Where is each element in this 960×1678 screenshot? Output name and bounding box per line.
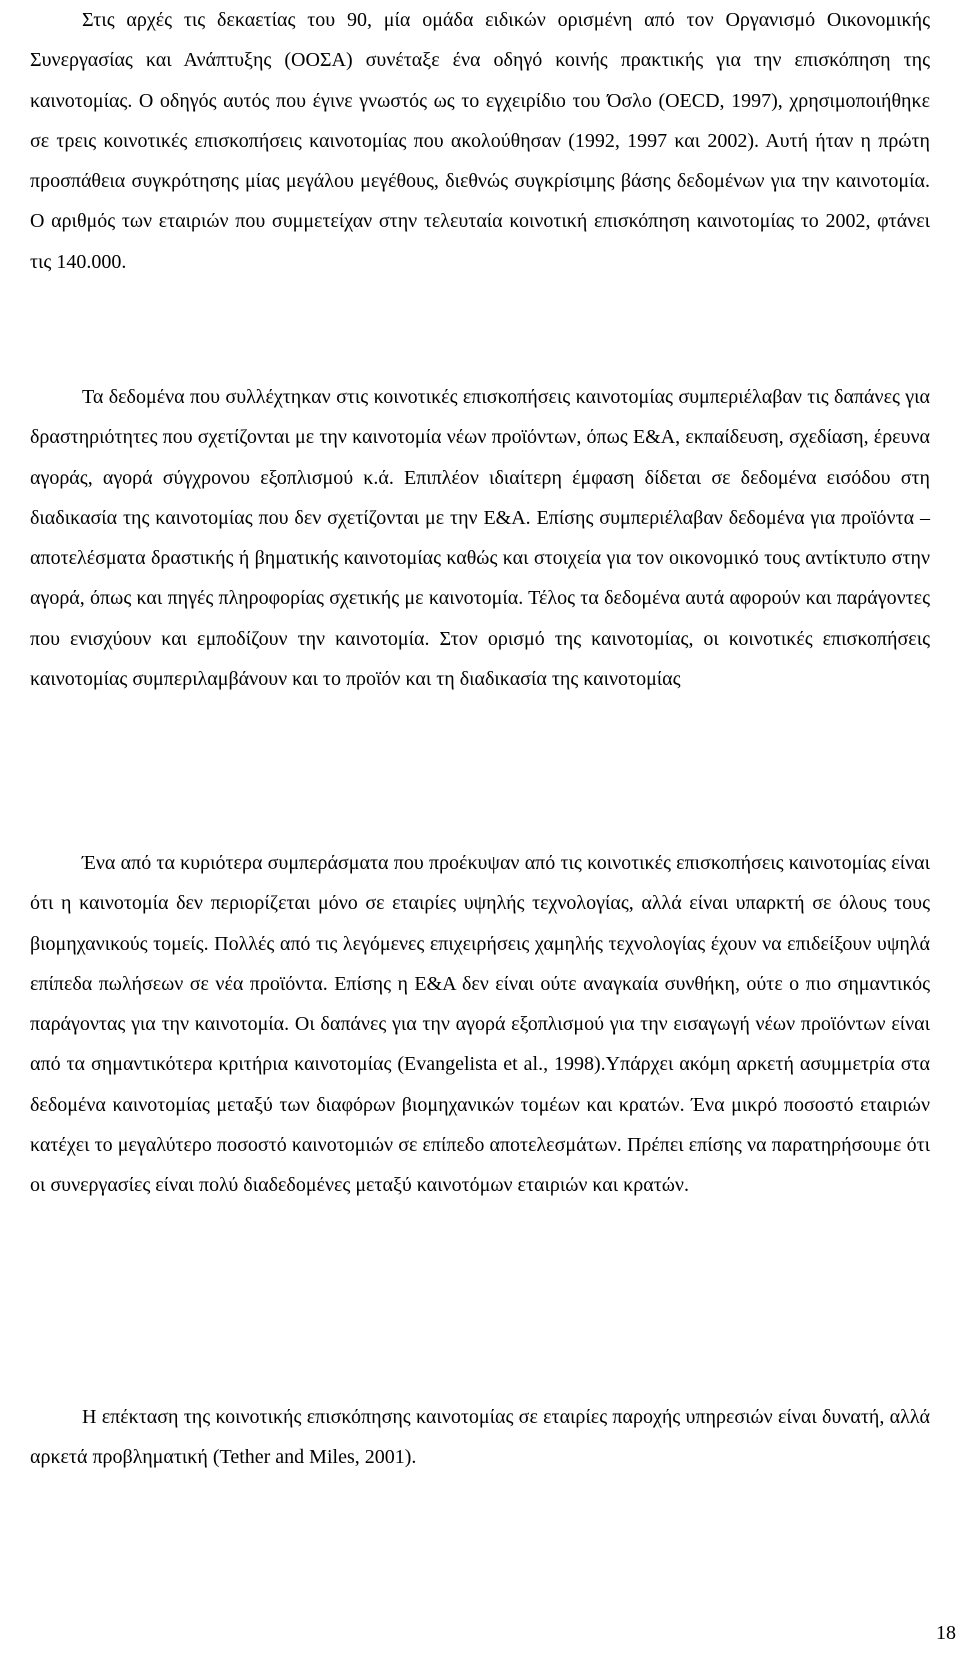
paragraph-3: Ένα από τα κυριότερα συμπεράσματα που προέκυψαν από τις κοινοτικές επισκοπήσεις καινοτομίας είναι ότι η καινοτομία δεν περιορίζεται μόνο σε εταιρίες υψηλής τεχνολογίας, αλλά είναι υπαρκτή σε όλους τους βιομηχανικούς τομείς. Πολλές από τις λεγόμενες επιχειρήσεις χαμηλής τεχνολογίας έχουν να επιδείξουν υψηλά επίπεδα πωλήσεων σε νέα προϊόντα. Επίσης η Ε&Α δεν είναι ούτε αναγκαία συνθήκη, ούτε ο πιο σημαντικός παράγοντας για την καινοτομία. Οι δαπάνες για την αγορά εξοπλισμού για την εισαγωγή νέων προϊόντων είναι από τα σημαντικότερα κριτήρια καινοτομίας (Evangelista et al., 1998).Υπάρχει ακόμη αρκετή ασυμμετρία στα δεδομένα καινοτομίας μεταξύ των διαφόρων βιομηχανικών τομέων και κρατών. Ένα μικρό ποσοστό εταιριών κατέχει το μεγαλύτερο ποσοστό καινοτομιών σε επίπεδο αποτελεσμάτων. Πρέπει επίσης να παρατηρήσουμε ότι οι συνεργασίες είναι πολύ διαδεδομένες μεταξύ καινοτόμων εταιριών και κρατών. (30, 852, 930, 1197)
page-number: 18 (936, 1622, 956, 1644)
paragraph-1: Στις αρχές τις δεκαετίας του 90, μία ομάδα ειδικών ορισμένη από τον Οργανισμό Οικονομικής Συνεργασίας και Ανάπτυξης (ΟΟΣΑ) συνέταξε ένα οδηγό κοινής πρακτικής για την επισκόπηση της καινοτομίας. Ο οδηγός αυτός που έγινε γνωστός ως το εγχειρίδιο του Όσλο (OECD, 1997), χρησιμοποιήθηκε σε τρεις κοινοτικές επισκοπήσεις καινοτομίας που ακολούθησαν (1992, 1997 και 2002). Αυτή ήταν η πρώτη προσπάθεια συγκρότησης μίας μεγάλου μεγέθους, διεθνώς συγκρίσιμης βάσης δεδομένων για την καινοτομία. Ο αριθμός των εταιριών που συμμετείχαν στην τελευταία κοινοτική επισκόπηση καινοτομίας το 2002, φτάνει τις 140.000. (30, 9, 930, 273)
document-page (30, 0, 930, 1678)
paragraph-2: Τα δεδομένα που συλλέχτηκαν στις κοινοτικές επισκοπήσεις καινοτομίας συμπεριέλαβαν τις δαπάνες για δραστηριότητες που σχετίζονται με την καινοτομία νέων προϊόντων, όπως Ε&Α, εκπαίδευση, σχεδίαση, έρευνα αγοράς, αγορά σύγχρονου εξοπλισμού κ.ά. Επιπλέον ιδιαίτερη έμφαση δίδεται σε δεδομένα εισόδου στη διαδικασία της καινοτομίας που δεν σχετίζονται με την Ε&Α. Επίσης συμπεριέλαβαν δεδομένα για προϊόντα – αποτελέσματα δραστικής ή βηματικής καινοτομίας καθώς και στοιχεία για τον οικονομικό τους αντίκτυπο στην αγορά, όπως και πηγές πληροφορίας σχετικής με καινοτομία. Τέλος τα δεδομένα αυτά αφορούν και παράγοντες που ενισχύουν και εμποδίζουν την καινοτομία. Στον ορισμό της καινοτομίας, οι κοινοτικές επισκοπήσεις καινοτομίας συμπεριλαμβάνουν και το προϊόν και τη διαδικασία της καινοτομίας (30, 386, 930, 691)
paragraph-4: Η επέκταση της κοινοτικής επισκόπησης καινοτομίας σε εταιρίες παροχής υπηρεσιών είναι δυνατή, αλλά αρκετά προβληματική (Tether and Miles, 2001). (30, 1406, 930, 1469)
